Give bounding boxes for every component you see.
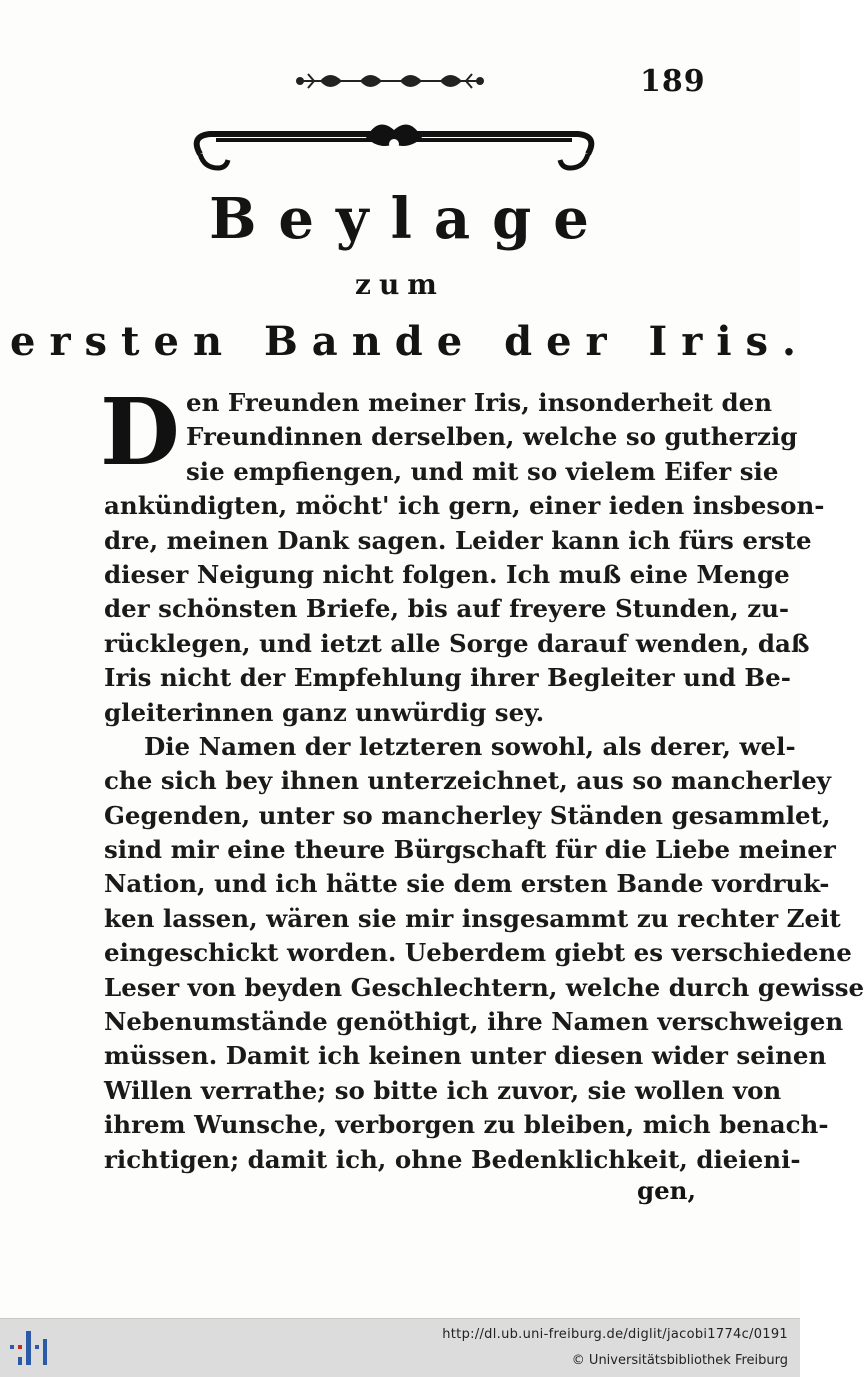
viewer-footer <box>0 1318 800 1377</box>
text-line: Leser von beyden Geschlechtern, welche durch gewisse <box>104 972 864 1002</box>
body-text <box>104 386 864 1177</box>
scroll-ornament-icon <box>186 118 602 182</box>
text-line: sind mir eine theure Bürgschaft für die Liebe meiner <box>104 835 836 865</box>
text-line: che sich bey ihnen unterzeichnet, aus so mancherley <box>104 766 831 796</box>
text-line: Die Namen der letzteren sowohl, als derer, wel- <box>144 731 796 761</box>
text-line: Willen verrathe; so bitte ich zuvor, sie wollen von <box>104 1075 782 1105</box>
page-number: 189 <box>640 64 706 99</box>
text-line: ihrem Wunsche, verborgen zu bleiben, mich benach- <box>104 1110 829 1140</box>
text-line: sie empfiengen, und mit so vielem Eifer sie <box>186 456 779 486</box>
text-line: dieser Neigung nicht folgen. Ich muß eine Menge <box>104 559 790 589</box>
text-line: richtigen; damit ich, ohne Bedenklichkeit, dieieni- <box>104 1144 801 1174</box>
title-connector: zum <box>355 268 445 301</box>
page-title: Beylage <box>209 186 611 252</box>
text-line: rücklegen, und ietzt alle Sorge darauf wenden, daß <box>104 628 810 658</box>
text-line: dre, meinen Dank sagen. Leider kann ich fürs erste <box>104 525 812 555</box>
copyright-notice: © Universitätsbibliothek Freiburg <box>571 1353 788 1368</box>
text-line: Gegenden, unter so mancherley Ständen gesammlet, <box>104 800 831 830</box>
text-line: en Freunden meiner Iris, insonderheit den <box>186 388 773 417</box>
text-line: müssen. Damit ich keinen unter diesen wider seinen <box>104 1041 827 1071</box>
text-line: Freundinnen derselben, welche so gutherzig <box>186 422 798 452</box>
text-line: ankündigten, möcht' ich gern, einer ieden insbeson- <box>104 491 825 521</box>
text-line: der schönsten Briefe, bis auf freyere Stunden, zu- <box>104 594 790 624</box>
text-line: gleiterinnen ganz unwürdig sey. <box>104 697 545 727</box>
floral-vignette-icon <box>290 64 490 98</box>
text-line: Nation, und ich hätte sie dem ersten Bande vordruk- <box>104 869 830 899</box>
drop-cap: D <box>100 378 180 486</box>
ub-freiburg-logo-icon <box>8 1327 52 1369</box>
page-subtitle: ersten Bande der Iris. <box>10 318 810 365</box>
text-line: eingeschickt worden. Ueberdem giebt es verschiedene <box>104 938 852 968</box>
text-line: Iris nicht der Empfehlung ihrer Begleiter und Be- <box>104 663 791 693</box>
text-line: ken lassen, wären sie mir insgesammt zu rechter Zeit <box>104 903 841 933</box>
permalink-url[interactable]: http://dl.ub.uni-freiburg.de/diglit/jacobi1774c/0191 <box>442 1327 788 1342</box>
catchword: gen, <box>636 1176 696 1205</box>
text-line: Nebenumstände genöthigt, ihre Namen verschweigen <box>104 1007 844 1037</box>
